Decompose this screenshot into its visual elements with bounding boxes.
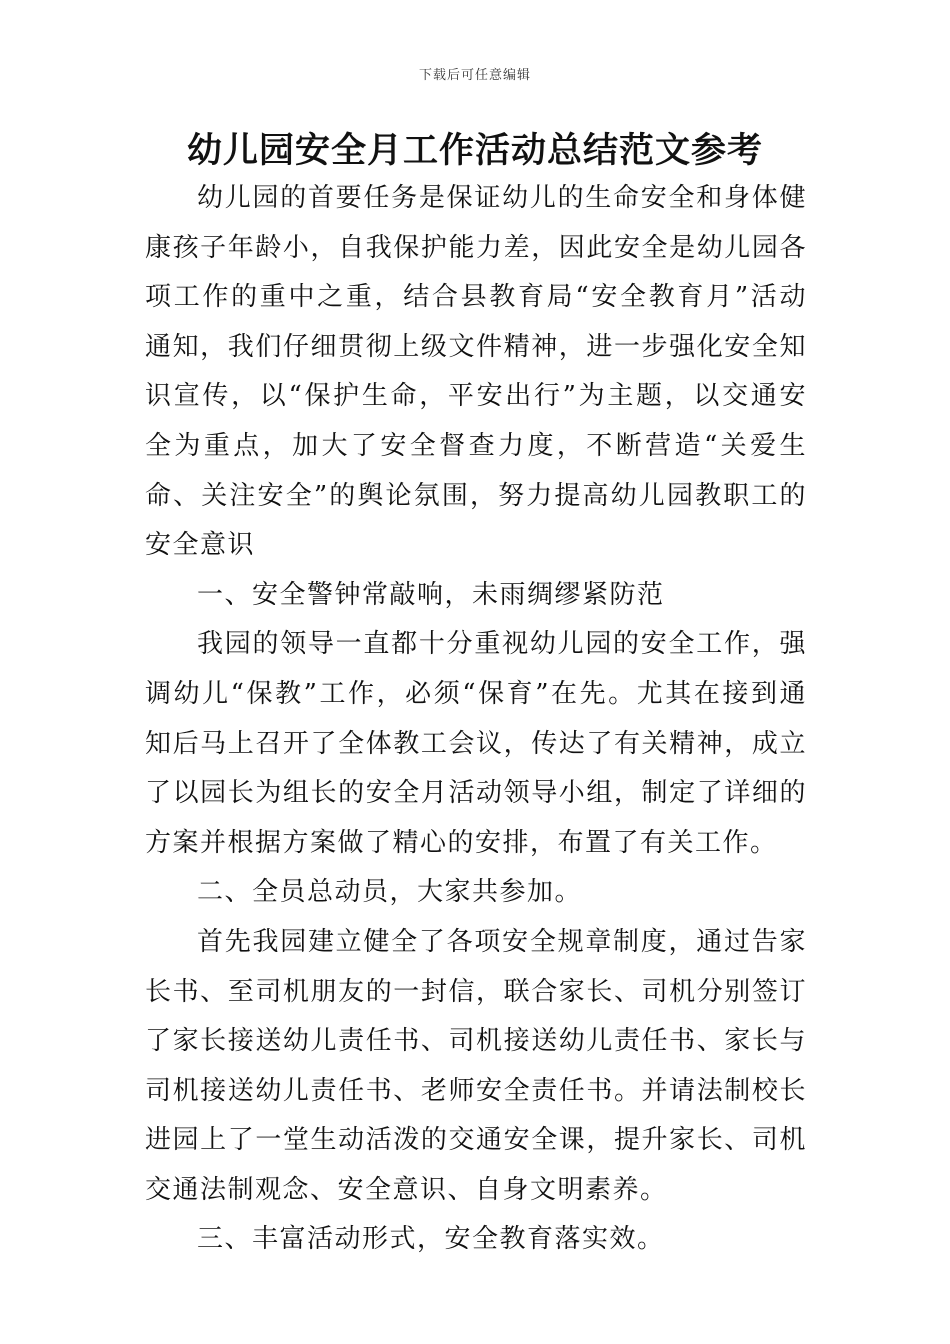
- paragraph-intro: 幼儿园的首要任务是保证幼儿的生命安全和身体健康孩子年龄小，自我保护能力差，因此安全是幼儿园各项工作的重中之重，结合县教育局“安全教育月”活动通知，我们仔细贯彻上级文件精神，进一步强化安全知识宣传，以“保护生命，平安出行”为主题，以交通安全为重点，加大了安全督查力度，不断营造“关爱生命、关注安全”的舆论氛围，努力提高幼儿园教职工的安全意识: [145, 183, 807, 561]
- header-note: 下载后可任意编辑: [418, 68, 531, 83]
- document-title: 幼儿园安全月工作活动总结范文参考: [186, 131, 763, 171]
- document-body: [145, 174, 807, 1265]
- section-heading-1: 一、安全警钟常敲响，未雨绸缪紧防范: [197, 579, 665, 610]
- section-heading-2: 二、全员总动员，大家共参加。: [197, 877, 583, 908]
- paragraph-section-2: 首先我园建立健全了各项安全规章制度，通过告家长书、至司机朋友的一封信，联合家长、司机分别签订了家长接送幼儿责任书、司机接送幼儿责任书、家长与司机接送幼儿责任书、老师安全责任书。并请法制校长进园上了一堂生动活泼的交通安全课，提升家长、司机交通法制观念、安全意识、自身文明素养。: [145, 926, 807, 1205]
- section-heading-3: 三、丰富活动形式，安全教育落实效。: [197, 1224, 665, 1255]
- paragraph-section-1: 我园的领导一直都十分重视幼儿园的安全工作，强调幼儿“保教”工作，必须“保育”在先。尤其在接到通知后马上召开了全体教工会议，传达了有关精神，成立了以园长为组长的安全月活动领导小组，制定了详细的方案并根据方案做了精心的安排，布置了有关工作。: [145, 629, 807, 858]
